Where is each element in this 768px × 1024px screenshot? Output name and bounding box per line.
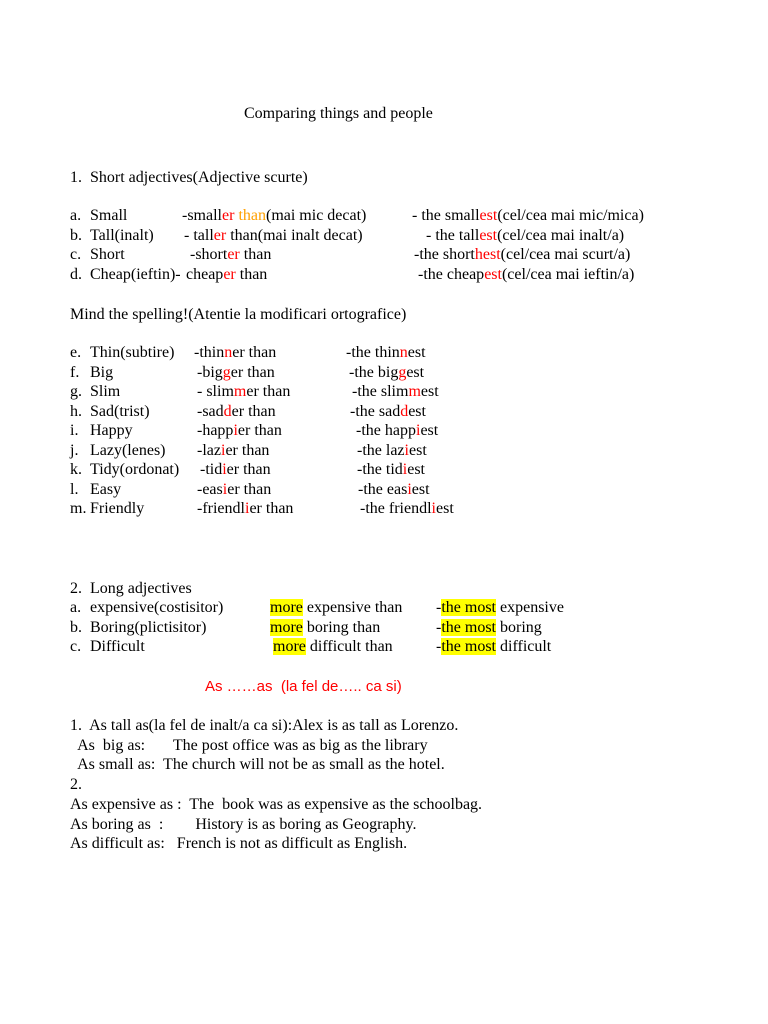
text-fragment: est bbox=[484, 265, 502, 283]
text-fragment: er than bbox=[230, 363, 275, 381]
text-fragment: er bbox=[222, 207, 235, 224]
text-fragment: more bbox=[270, 599, 303, 616]
comparative-cell bbox=[200, 461, 271, 479]
text-fragment: more bbox=[273, 638, 306, 655]
text-fragment: i bbox=[431, 500, 436, 517]
spelling-heading: Mind the spelling!(Atentie la modificari ortografice) bbox=[70, 306, 407, 323]
text-fragment: -the eas bbox=[358, 480, 408, 498]
text-fragment: - bbox=[436, 618, 442, 636]
comparative-cell bbox=[182, 266, 267, 284]
list-marker: c. bbox=[70, 638, 82, 655]
comparative-cell bbox=[197, 442, 269, 460]
text-fragment: -big bbox=[197, 363, 223, 381]
base-adjective: Difficult bbox=[90, 638, 145, 655]
text-fragment: than(mai inalt decat) bbox=[226, 226, 363, 244]
example-line: 2. bbox=[70, 776, 82, 794]
text-fragment: - the tall bbox=[426, 226, 480, 244]
list-marker: h. bbox=[70, 402, 82, 420]
comparative-form bbox=[270, 599, 402, 616]
text-fragment: -tid bbox=[200, 461, 223, 478]
text-fragment: - bbox=[436, 599, 442, 616]
superlative-form bbox=[350, 403, 426, 420]
text-fragment: expensive than bbox=[302, 599, 403, 616]
text-fragment: h bbox=[474, 246, 483, 263]
text-fragment: i bbox=[244, 500, 250, 517]
base-adjective: Short bbox=[90, 246, 125, 263]
base-adjective: Sad(trist) bbox=[90, 402, 150, 420]
text-fragment: est bbox=[420, 383, 439, 400]
comparative-form bbox=[273, 638, 393, 655]
superlative-cell bbox=[436, 619, 542, 637]
superlative-form bbox=[360, 500, 454, 517]
text-fragment: -thin bbox=[194, 344, 225, 361]
text-fragment: boring than bbox=[302, 618, 381, 636]
text-fragment: i bbox=[415, 422, 421, 439]
comparative-cell bbox=[197, 364, 275, 382]
text-fragment: boring bbox=[496, 618, 542, 636]
list-marker: j. bbox=[70, 441, 79, 459]
comparative-form bbox=[200, 461, 271, 478]
comparative-cell bbox=[184, 227, 363, 245]
text-fragment: i bbox=[220, 441, 226, 459]
text-fragment: i bbox=[402, 461, 408, 478]
base-adjective: Big bbox=[90, 363, 114, 381]
text-fragment: er bbox=[227, 246, 240, 263]
superlative-cell bbox=[350, 403, 426, 421]
text-fragment: - the small bbox=[412, 207, 480, 224]
base-adjective: Happy bbox=[90, 422, 133, 439]
text-fragment: n bbox=[399, 344, 408, 361]
list-marker: f. bbox=[70, 363, 80, 381]
base-adjective: Small bbox=[90, 207, 128, 224]
text-fragment: m bbox=[408, 383, 421, 400]
text-fragment: est bbox=[482, 246, 501, 263]
superlative-form bbox=[436, 638, 551, 655]
text-fragment: -friendl bbox=[197, 500, 245, 517]
text-fragment: er than bbox=[249, 500, 294, 517]
text-fragment: -the friendl bbox=[360, 500, 432, 517]
text-fragment: -sad bbox=[197, 402, 224, 420]
base-adjective: Cheap(ieftin)- bbox=[90, 265, 181, 283]
text-fragment: (cel/cea mai scurt/a) bbox=[500, 246, 631, 263]
example-line: As difficult as: French is not as difficult as English. bbox=[70, 835, 408, 853]
text-fragment: er than bbox=[246, 383, 291, 400]
example-line: As big as: The post office was as big as the library bbox=[70, 736, 428, 754]
as-as-heading: As ……as (la fel de….. ca si) bbox=[205, 678, 402, 695]
text-fragment: expensive bbox=[496, 599, 564, 616]
text-fragment: -the cheap bbox=[418, 265, 485, 283]
base-adjective: Easy bbox=[90, 480, 122, 498]
text-fragment: than bbox=[234, 207, 266, 224]
superlative-cell bbox=[346, 344, 426, 362]
comparative-cell bbox=[182, 207, 366, 225]
text-fragment: er than bbox=[227, 480, 272, 498]
comparative-cell bbox=[270, 599, 402, 617]
list-marker: a. bbox=[70, 207, 82, 224]
text-fragment: er than bbox=[232, 344, 277, 361]
text-fragment: difficult than bbox=[305, 638, 393, 655]
text-fragment: est bbox=[420, 422, 439, 439]
example-line: As small as: The church will not be as small as the hotel. bbox=[70, 756, 445, 774]
comparative-form bbox=[197, 364, 275, 381]
text-fragment: est bbox=[407, 344, 426, 361]
text-fragment: cheap bbox=[182, 265, 224, 283]
comparative-cell bbox=[197, 403, 276, 421]
superlative-cell bbox=[357, 461, 425, 479]
superlative-cell bbox=[352, 383, 439, 401]
comparative-cell bbox=[197, 383, 290, 401]
list-marker: i. bbox=[70, 422, 79, 439]
example-line: As boring as : History is as boring as Geography. bbox=[70, 815, 417, 833]
text-fragment: more bbox=[270, 618, 303, 636]
superlative-cell bbox=[436, 599, 564, 617]
comparative-form bbox=[184, 227, 363, 244]
text-fragment: est bbox=[407, 461, 425, 478]
text-fragment: i bbox=[233, 422, 238, 439]
superlative-cell bbox=[349, 364, 424, 382]
text-fragment: -the short bbox=[414, 246, 475, 263]
text-fragment: - tall bbox=[184, 226, 214, 244]
comparative-form bbox=[194, 344, 276, 361]
text-fragment: -laz bbox=[197, 441, 221, 459]
base-adjective: Friendly bbox=[90, 500, 145, 517]
text-fragment: er than bbox=[237, 422, 282, 439]
text-fragment: -the laz bbox=[357, 441, 405, 459]
text-fragment: g bbox=[398, 363, 407, 381]
list-marker: b. bbox=[70, 226, 82, 244]
superlative-cell bbox=[436, 638, 551, 656]
superlative-form bbox=[436, 599, 564, 616]
text-fragment: er than bbox=[225, 441, 270, 459]
text-fragment: est bbox=[435, 500, 454, 517]
text-fragment: est bbox=[479, 207, 498, 224]
text-fragment: est bbox=[411, 480, 430, 498]
text-fragment: est bbox=[406, 363, 425, 381]
text-fragment: -the happ bbox=[356, 422, 416, 439]
comparative-form bbox=[197, 442, 269, 459]
superlative-cell bbox=[426, 227, 624, 245]
text-fragment: (cel/cea mai inalt/a) bbox=[497, 226, 625, 244]
text-fragment: er bbox=[213, 226, 227, 244]
text-fragment: than bbox=[235, 265, 268, 283]
comparative-form bbox=[197, 481, 271, 498]
comparative-cell bbox=[190, 246, 271, 264]
text-fragment: -the slim bbox=[352, 383, 409, 400]
base-adjective: expensive(costisitor) bbox=[90, 599, 224, 616]
page-title: Comparing things and people bbox=[244, 105, 433, 122]
text-fragment: (cel/cea mai mic/mica) bbox=[497, 207, 644, 224]
text-fragment: the most bbox=[441, 638, 496, 655]
superlative-cell bbox=[360, 500, 454, 518]
text-fragment: est bbox=[408, 441, 427, 459]
text-fragment: - slim bbox=[197, 383, 234, 400]
comparative-form bbox=[190, 246, 271, 263]
superlative-form bbox=[358, 481, 430, 498]
text-fragment: than bbox=[239, 246, 272, 263]
list-marker: b. bbox=[70, 618, 82, 636]
comparative-cell bbox=[197, 422, 282, 440]
superlative-form bbox=[436, 619, 542, 636]
text-fragment: -the thin bbox=[346, 344, 400, 361]
text-fragment: difficult bbox=[496, 638, 552, 655]
text-fragment: n bbox=[224, 344, 233, 361]
text-fragment: - bbox=[436, 638, 442, 655]
list-marker: a. bbox=[70, 599, 82, 616]
comparative-cell bbox=[273, 638, 393, 656]
text-fragment: m bbox=[233, 383, 247, 400]
comparative-form bbox=[197, 422, 282, 439]
comparative-form bbox=[270, 619, 380, 636]
text-fragment: -the big bbox=[349, 363, 399, 381]
list-marker: g. bbox=[70, 383, 82, 400]
superlative-cell bbox=[356, 422, 438, 440]
superlative-cell bbox=[412, 207, 644, 225]
comparative-cell bbox=[197, 500, 293, 518]
text-fragment: -small bbox=[182, 207, 222, 224]
comparative-cell bbox=[197, 481, 271, 499]
superlative-form bbox=[346, 344, 426, 361]
text-fragment: (cel/cea mai ieftin/a) bbox=[501, 265, 635, 283]
text-fragment: er than bbox=[226, 461, 271, 478]
text-fragment: i bbox=[404, 441, 409, 459]
text-fragment: -happ bbox=[197, 422, 234, 439]
base-adjective: Slim bbox=[90, 383, 121, 400]
superlative-form bbox=[357, 461, 425, 478]
superlative-form bbox=[356, 422, 438, 439]
comparative-form bbox=[197, 500, 293, 517]
base-adjective: Tall(inalt) bbox=[90, 226, 154, 244]
comparative-cell bbox=[270, 619, 380, 637]
comparative-form bbox=[182, 266, 267, 283]
superlative-cell bbox=[357, 442, 427, 460]
superlative-form bbox=[414, 246, 630, 263]
list-marker: d. bbox=[70, 265, 82, 283]
superlative-cell bbox=[418, 266, 634, 284]
text-fragment: -short bbox=[190, 246, 228, 263]
superlative-form bbox=[352, 383, 439, 400]
example-line: As expensive as : The book was as expensive as the schoolbag. bbox=[70, 795, 483, 813]
text-fragment: i bbox=[407, 480, 412, 498]
comparative-form bbox=[182, 207, 366, 224]
list-marker: l. bbox=[70, 480, 79, 498]
text-fragment: -the sad bbox=[350, 402, 401, 420]
superlative-form bbox=[426, 227, 624, 244]
list-marker: e. bbox=[70, 344, 82, 361]
list-marker: k. bbox=[70, 461, 82, 478]
text-fragment: est bbox=[408, 402, 426, 420]
base-adjective: Tidy(ordonat) bbox=[90, 461, 180, 478]
superlative-form bbox=[349, 364, 424, 381]
superlative-form bbox=[357, 442, 427, 459]
superlative-form bbox=[418, 266, 634, 283]
text-fragment: d bbox=[223, 402, 232, 420]
superlative-cell bbox=[358, 481, 430, 499]
long-adjectives-heading: 2. Long adjectives bbox=[70, 580, 192, 597]
list-marker: c. bbox=[70, 246, 82, 263]
comparative-form bbox=[197, 383, 290, 400]
text-fragment: er bbox=[223, 265, 236, 283]
example-line: 1. As tall as(la fel de inalt/a ca si):Alex is as tall as Lorenzo. bbox=[70, 717, 459, 734]
short-adjectives-heading: 1. Short adjectives(Adjective scurte) bbox=[70, 169, 308, 186]
text-fragment: -eas bbox=[197, 480, 223, 498]
base-adjective: Boring(plictisitor) bbox=[90, 618, 207, 636]
superlative-form bbox=[412, 207, 644, 224]
comparative-form bbox=[197, 403, 276, 420]
superlative-cell bbox=[414, 246, 630, 264]
text-fragment: the most bbox=[441, 618, 496, 636]
comparative-cell bbox=[194, 344, 276, 362]
text-fragment: est bbox=[479, 226, 498, 244]
list-marker: m. bbox=[70, 500, 87, 517]
text-fragment: i bbox=[222, 461, 227, 478]
text-fragment: d bbox=[400, 402, 409, 420]
text-fragment: (mai mic decat) bbox=[265, 207, 367, 224]
base-adjective: Thin(subtire) bbox=[90, 344, 175, 361]
base-adjective: Lazy(lenes) bbox=[90, 441, 166, 459]
text-fragment: -the tid bbox=[357, 461, 403, 478]
text-fragment: i bbox=[222, 480, 228, 498]
text-fragment: g bbox=[222, 363, 231, 381]
text-fragment: er than bbox=[231, 402, 276, 420]
text-fragment: the most bbox=[441, 599, 496, 616]
